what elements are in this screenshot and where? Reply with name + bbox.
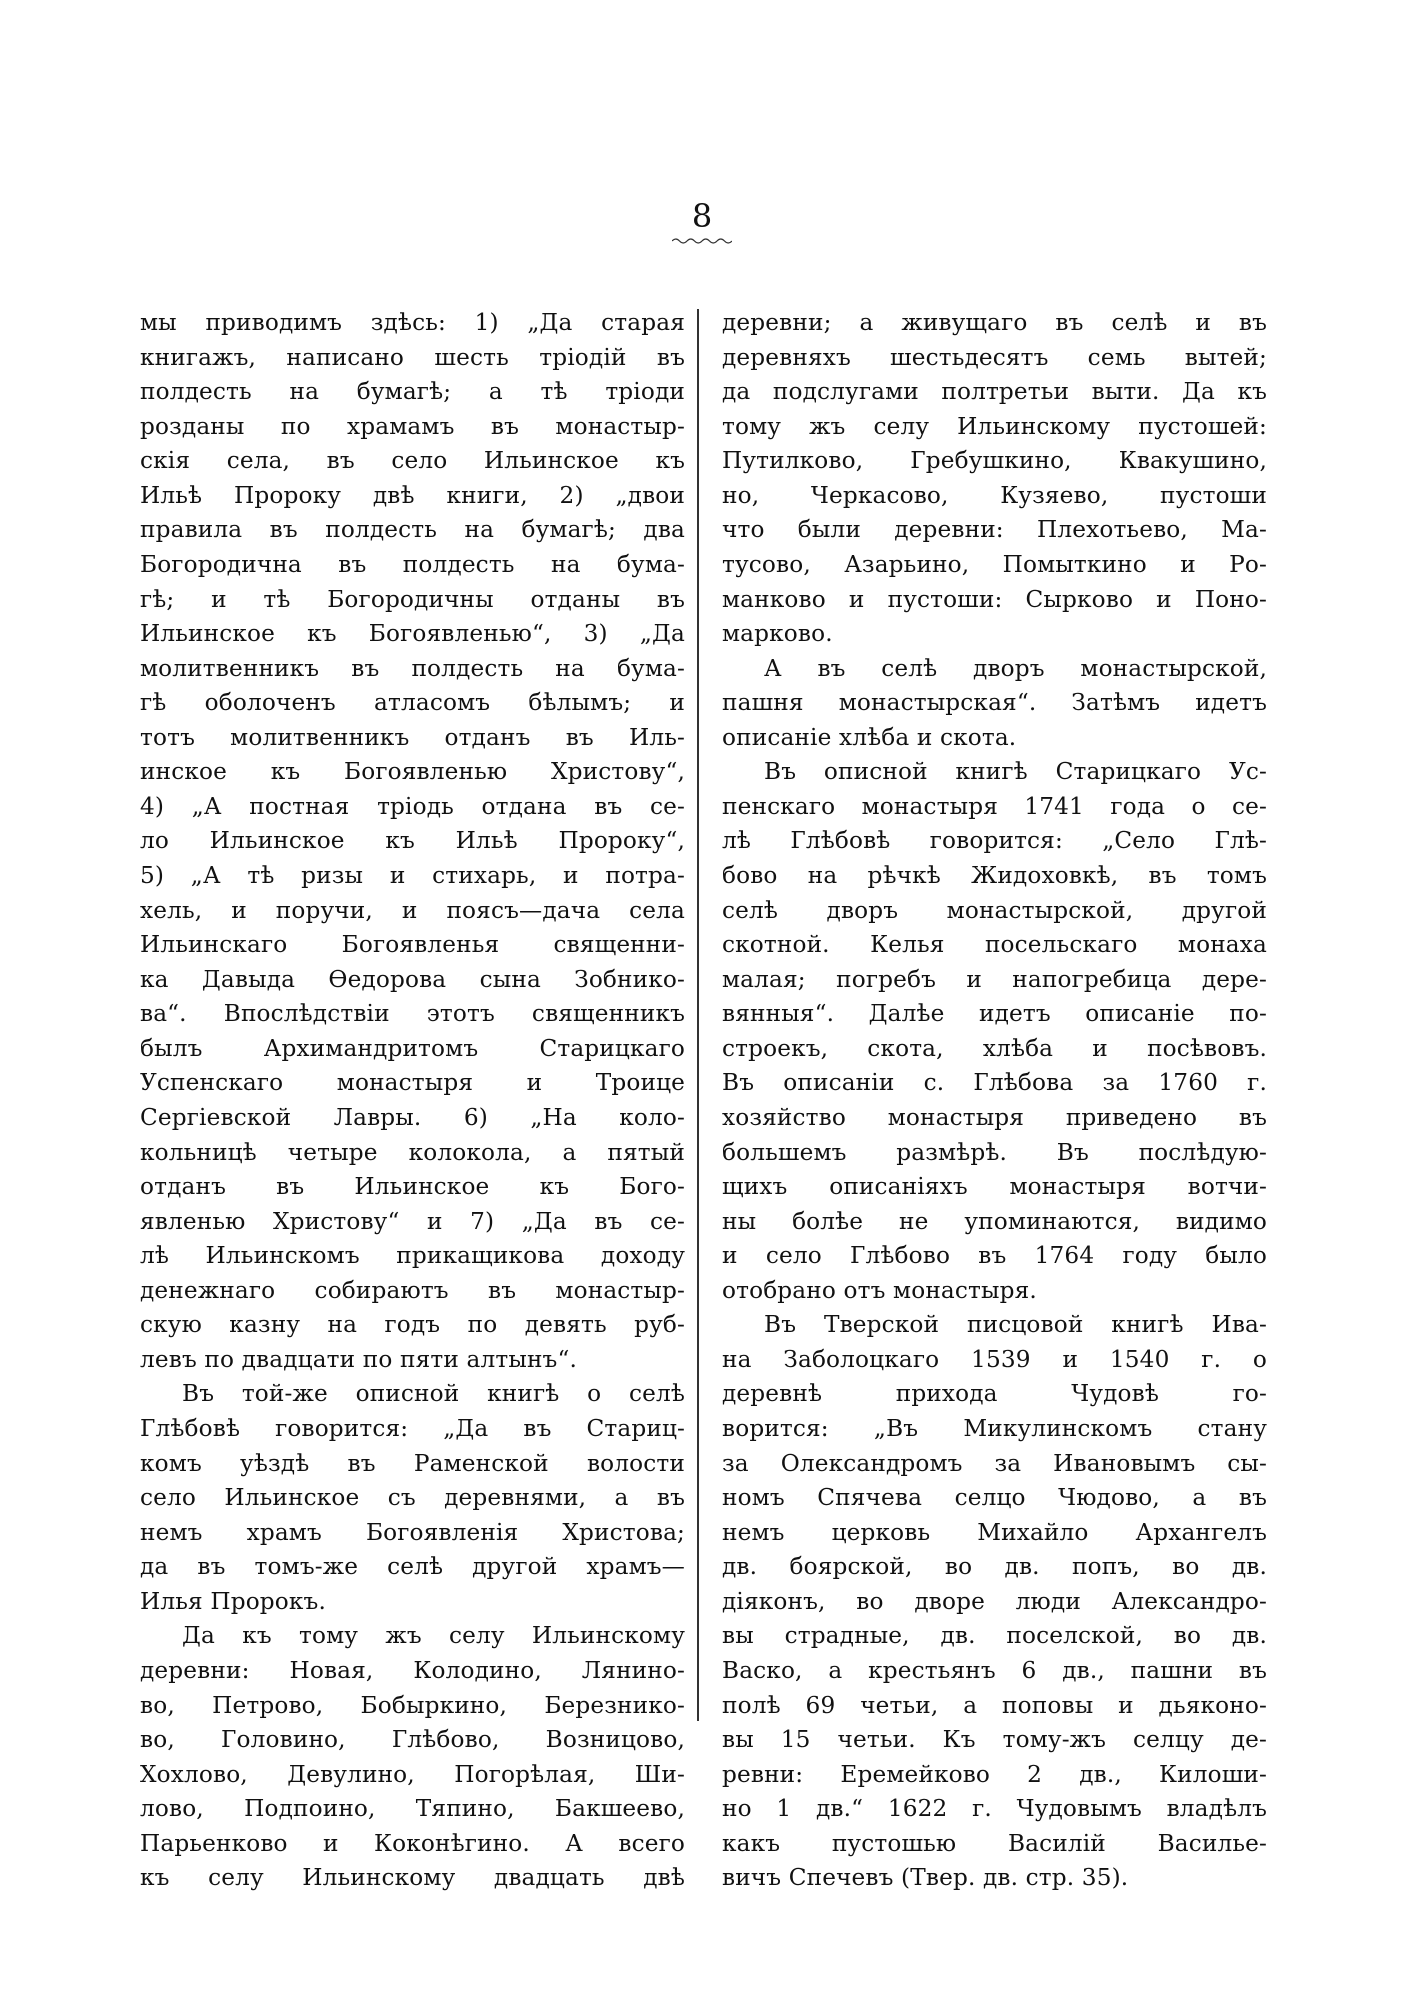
text-line: вичъ Спечевъ (Твер. дв. стр. 35).	[722, 1864, 1129, 1892]
text-line: вянныя“. Далѣе идетъ описаніе по-	[722, 1000, 1267, 1028]
text-line: отданъ въ Ильинское къ Бого-	[140, 1173, 685, 1201]
text-line: Васко, а крестьянъ 6 дв., пашни въ	[722, 1656, 1267, 1684]
text-line: полдесть на бумагѣ; а тѣ тріоди	[140, 378, 685, 406]
text-line: Въ Тверской писцовой книгѣ Ива-	[764, 1311, 1267, 1339]
text-line: къ селу Ильинскому двадцать двѣ	[140, 1864, 685, 1892]
text-line: Парьенково и Коконѣгино. А всего	[140, 1829, 685, 1857]
text-line: деревняхъ шестьдесятъ семь вытей;	[722, 343, 1267, 371]
text-line: Хохлово, Девулино, Погорѣлая, Ши-	[140, 1760, 685, 1788]
text-line: 5) „А тѣ ризы и стихарь, и потра-	[140, 862, 685, 889]
right-column	[722, 306, 1267, 1896]
text-line: Глѣбовѣ говорится: „Да въ Стариц-	[140, 1415, 685, 1442]
text-line: Ильинское къ Богоявленью“, 3) „Да	[140, 620, 685, 648]
text-line: явленью Христову“ и 7) „Да въ се-	[140, 1207, 685, 1235]
text-line: описаніе хлѣба и скота.	[722, 723, 1017, 751]
text-line: пашня монастырская“. Затѣмъ идетъ	[722, 689, 1267, 717]
text-line: деревни; а живущаго въ селѣ и въ	[722, 309, 1267, 336]
text-line: Въ описной книгѣ Старицкаго Ус-	[764, 758, 1267, 786]
text-line: пенскаго монастыря 1741 года о се-	[722, 792, 1267, 820]
text-line: но, Черкасово, Кузяево, пустоши	[722, 481, 1267, 509]
text-line: вы страдные, дв. поселской, во дв.	[722, 1622, 1267, 1650]
text-line: немъ церковь Михайло Архангелъ	[722, 1518, 1267, 1546]
text-line: діяконъ, во дворе люди Александро-	[722, 1587, 1267, 1615]
text-line: номъ Спячева селцо Чюдово, а въ	[722, 1484, 1267, 1512]
text-line: скотной. Келья посельскаго монаха	[722, 931, 1267, 959]
text-line: хозяйство монастыря приведено въ	[722, 1103, 1267, 1131]
text-line: скія села, въ село Ильинское къ	[140, 447, 685, 475]
text-line: да подслугами полтретьи выти. Да къ	[722, 378, 1267, 406]
text-line: Успенскаго монастыря и Троице	[140, 1069, 685, 1097]
text-line: Богородична въ полдесть на бума-	[140, 550, 685, 578]
text-line: 4) „А постная тріодь отдана въ се-	[140, 792, 685, 820]
text-line: ны болѣе не упоминаются, видимо	[722, 1207, 1267, 1235]
text-line: комъ уѣздѣ въ Раменской волости	[140, 1449, 685, 1477]
text-line: книгажъ, написано шесть тріодій въ	[140, 343, 685, 371]
text-line: дв. боярской, во дв. попъ, во дв.	[722, 1553, 1267, 1581]
text-line: гѣ; и тѣ Богородичны отданы въ	[140, 585, 685, 613]
text-line: А въ селѣ дворъ монастырской,	[764, 654, 1267, 682]
text-line: ло Ильинское къ Ильѣ Пророку“,	[140, 827, 685, 855]
text-line: щихъ описаніяхъ монастыря вотчи-	[722, 1173, 1267, 1201]
text-line: Да къ тому жъ селу Ильинскому	[182, 1622, 685, 1650]
text-line: большемъ размѣрѣ. Въ послѣдую-	[722, 1138, 1267, 1166]
text-line: гѣ оболоченъ атласомъ бѣлымъ; и	[140, 689, 685, 717]
text-line: малая; погребъ и напогребица дере-	[722, 965, 1267, 993]
text-line: Въ той-же описной книгѣ о селѣ	[182, 1380, 685, 1408]
text-line: деревнѣ прихода Чудовѣ го-	[722, 1380, 1267, 1408]
text-line: немъ храмъ Богоявленія Христова;	[140, 1518, 685, 1546]
text-line: деревни: Новая, Колодино, Лянино-	[140, 1656, 685, 1684]
text-line: Илья Пророкъ.	[140, 1587, 326, 1615]
page-number: 8	[691, 197, 713, 235]
text-line: во, Петрово, Бобыркино, Березнико-	[140, 1691, 685, 1719]
text-line: лово, Подпоино, Тяпино, Бакшеево,	[140, 1795, 685, 1823]
text-line: кольницѣ четыре колокола, а пятый	[140, 1138, 685, 1166]
text-line: тотъ молитвенникъ отданъ въ Иль-	[140, 723, 685, 751]
text-line: во, Головино, Глѣбово, Возницово,	[140, 1726, 685, 1754]
text-line: ка Давыда Ѳедорова сына Зобнико-	[140, 965, 685, 993]
left-column	[140, 306, 685, 1896]
text-line: инское къ Богоявленью Христову“,	[140, 758, 685, 786]
text-line: да въ томъ-же селѣ другой храмъ—	[140, 1553, 685, 1581]
text-line: ворится: „Въ Микулинскомъ стану	[722, 1415, 1267, 1442]
text-line: Ильѣ Пророку двѣ книги, 2) „двои	[140, 481, 685, 509]
text-line: на Заболоцкаго 1539 и 1540 г. о	[722, 1345, 1267, 1373]
text-line: лѣ Глѣбовѣ говорится: „Село Глѣ-	[722, 827, 1267, 855]
text-line: мы приводимъ здѣсь: 1) „Да старая	[140, 309, 685, 336]
text-line: правила въ полдесть на бумагѣ; два	[140, 516, 685, 544]
text-line: лѣ Ильинскомъ прикащикова доходу	[140, 1242, 685, 1270]
text-line: селѣ дворъ монастырской, другой	[722, 896, 1267, 924]
text-line: за Олександромъ за Ивановымъ сы-	[722, 1449, 1267, 1477]
text-line: полѣ 69 четьи, а поповы и дьяконо-	[722, 1691, 1267, 1719]
text-line: розданы по храмамъ въ монастыр-	[140, 412, 685, 440]
text-line: какъ пустошью Василій Василье-	[722, 1829, 1267, 1857]
text-line: бово на рѣчкѣ Жидоховкѣ, въ томъ	[722, 862, 1267, 889]
column-divider	[697, 309, 699, 1721]
text-line: вы 15 четьи. Къ тому-жъ селцу де-	[722, 1726, 1267, 1754]
text-line: строекъ, скота, хлѣба и посѣвовъ.	[722, 1034, 1267, 1062]
text-line: что были деревни: Плехотьево, Ма-	[722, 516, 1267, 544]
text-line: марково.	[722, 620, 833, 648]
text-line: скую казну на годъ по девять руб-	[140, 1311, 685, 1339]
text-line: молитвенникъ въ полдесть на бума-	[140, 654, 685, 682]
text-line: былъ Архимандритомъ Старицкаго	[140, 1034, 685, 1062]
text-line: но 1 дв.“ 1622 г. Чудовымъ владѣлъ	[722, 1795, 1267, 1823]
text-line: ревни: Еремейково 2 дв., Килоши-	[722, 1760, 1267, 1788]
text-line: хель, и поручи, и поясъ—дача села	[140, 896, 685, 924]
text-line: тому жъ селу Ильинскому пустошей:	[722, 412, 1267, 440]
text-line: отобрано отъ монастыря.	[722, 1276, 1037, 1304]
text-line: Путилково, Гребушкино, Квакушино,	[722, 447, 1267, 475]
text-line: Сергіевской Лавры. 6) „На коло-	[140, 1103, 685, 1131]
text-line: манково и пустоши: Сырково и Поно-	[722, 585, 1267, 613]
text-line: и село Глѣбово въ 1764 году было	[722, 1242, 1267, 1270]
ornament-divider	[672, 236, 732, 246]
text-line: тусово, Азарьино, Помыткино и Ро-	[722, 550, 1267, 578]
text-line: Въ описаніи с. Глѣбова за 1760 г.	[722, 1069, 1267, 1097]
text-line: село Ильинское съ деревнями, а въ	[140, 1484, 685, 1512]
text-line: ва“. Впослѣдствіи этотъ священникъ	[140, 1000, 685, 1028]
text-line: левъ по двадцати по пяти алтынъ“.	[140, 1345, 577, 1373]
text-line: денежнаго собираютъ въ монастыр-	[140, 1276, 685, 1304]
text-line: Ильинскаго Богоявленья священни-	[140, 931, 685, 959]
